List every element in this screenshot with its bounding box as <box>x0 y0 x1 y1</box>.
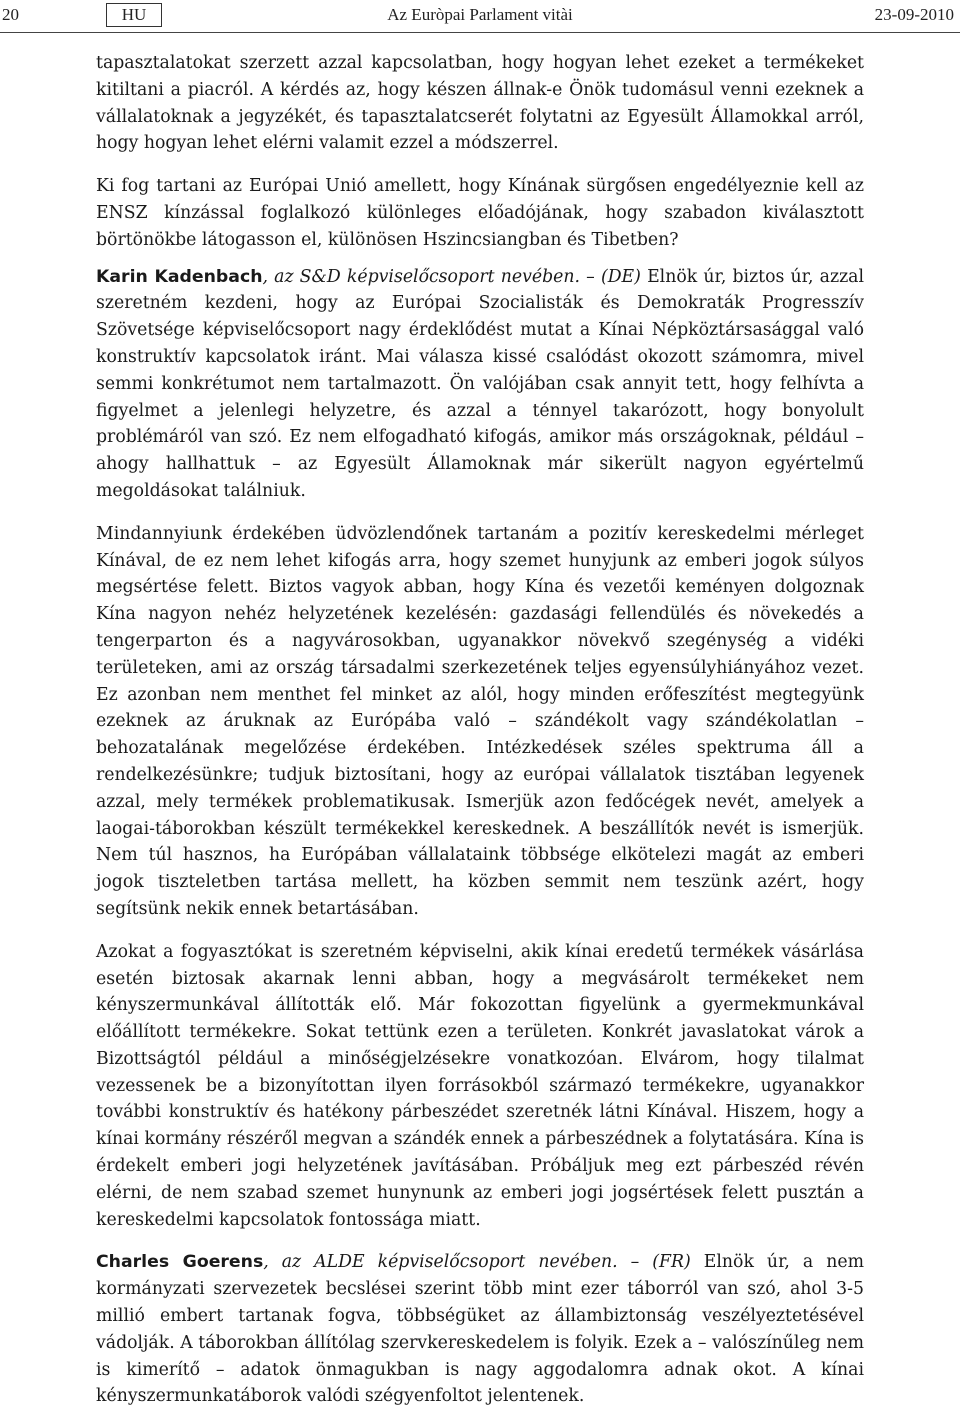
page-header <box>0 0 960 30</box>
paragraph-1: tapasztalatokat szerzett azzal kapcsolatban, hogy hogyan lehet ezeket a termékeket kitiltani a piacról. A kérdés az, hogy készen állnak-e Önök tudomásul venni ezeknek a vállalatoknak a jegyzékét, és tapasztalatcserét folytatni az Egyesült Államokkal arról, hogy hogyan lehet elérni valamit ezzel a módszerrel. <box>96 53 864 154</box>
paragraph-5: Azokat a fogyasztókat is szeretném képviselni, akik kínai eredetű termékek vásárlása esetén biztosak akarnak lenni abban, hogy a megvásárolt termékeket nem kényszermunkával állították elő. Már fokozottan figyelünk a gyermekmunkával előállított termékekre. Sokat tettünk ezen a területen. Konkrét javaslatokat várok a Bizottságtól például a minőségjelzésekre vonatkozóan. Elvárom, hogy tilalmat vezessenek be a bizonyítottan ilyen forrásokból származó termékekre, ugyanakkor további konstruktív és hatékony párbeszédet szeretnék látni Kínával. Hiszem, hogy a kínai kormány részéről megvan a szándék ennek a párbeszédnek a folytatására. Kína is érdekelt emberi jogi helyzetének javításában. Próbáljuk meg ezt párbeszéd révén elérni, de nem szabad szemet hunynunk az emberi jogi jogsértések felett pusztán a kereskedelmi kapcsolatok fontossága miatt. <box>96 941 864 1230</box>
speech-goerens <box>96 1249 864 1410</box>
speech-text: Elnök úr, a nem kormányzati szervezetek becslései szerint több mint ezer táborról van szó, ahol 3-5 millió embert tartanak fogva, többségüket az állambiztonság veszélyeztetésével vádolják. A táborokban állítólag szervkereskedelem is folyik. Ezek a – valószínűleg nem is kimerítő – adatok önmagukban is nagy aggodalomra adnak okot. A kínai kényszermunkatáborok valódi szégyenfoltot jelentenek. <box>96 1252 864 1407</box>
language-badge: HU <box>106 3 162 27</box>
speaker-role: , az ALDE képviselőcsoport nevében. <box>263 1252 618 1273</box>
dash: – <box>580 266 601 287</box>
document-date: 23-09-2010 <box>874 5 954 24</box>
speech-language: (DE) <box>600 266 641 287</box>
speech-kadenbach <box>96 264 864 505</box>
speech-text: Elnök úr, biztos úr, azzal szeretném kezdeni, hogy az Európai Szocialisták és Demokraták Progresszív Szövetsége képviselőcsoport nagy érdeklődést mutat a Kínai Népköztársasággal való konstruktív kapcsolatok iránt. Mai válasza kissé csalódást okozott számomra, mivel semmi konkrétumot nem tartalmazott. Ön valójában csak annyit tett, hogy felhívta a figyelmet a jelenlegi helyzetre, és azzal a ténnyel takarózott, hogy bonyolult problémáról van szó. Ez nem elfogadható kifogás, amikor más országoknak, például – ahogy hallhattuk – az Egyesült Államoknak már sikerült nagyon egyértelmű megoldásokat találniuk. <box>96 266 865 501</box>
paragraph-4: Mindannyiunk érdekében üdvözlendőnek tartanám a pozitív kereskedelmi mérleget Kínával, de ez nem lehet kifogás arra, hogy szemet hunyjunk az emberi jogok súlyos megsértése felett. Biztos vagyok abban, hogy Kína és vezetői keményen dolgoznak Kína nagyon nehéz helyzetének kezelésén: gazdasági fellendülés és növekedés a tengerparton és a nagyvárosokban, ugyanakkor növekvő szegénység a vidéki területeken, ami az ország társadalmi szerkezetének teljes egyensúlyhiányához vezet. Ez azonban nem menthet fel minket az alól, hogy minden erőfeszítést megtegyünk ezeknek az áruknak az Európába való – szándékolt vagy szándékolatlan – behozatalának megelőzése érdekében. Intézkedések széles spektruma áll a rendelkezésünkre; tudjuk biztosítani, hogy az európai vállalatok tisztában legyenek azzal, mely termékek problematikusak. Ismerjük azon fedőcégek nevét, amelyek a laogai-táborokban készült termékekkel kereskednek. A beszállítók nevét is ismerjük. Nem túl hasznos, ha Európában vállalataink többsége elkötelezi magát az emberi jogok tiszteletben tartása mellett, ha közben semmit nem teszünk azért, hogy segítsünk nekik ennek betartásában. <box>96 523 864 919</box>
speaker-name: Charles Goerens <box>96 1252 264 1273</box>
speech-language: (FR) <box>652 1252 691 1273</box>
speaker-role: , az S&D képviselőcsoport nevében. <box>262 266 581 287</box>
document-title: Az Euròpai Parlament vitài <box>387 5 573 24</box>
dash: – <box>617 1252 653 1273</box>
page-number: 20 <box>2 5 19 24</box>
speaker-name: Karin Kadenbach <box>96 266 263 287</box>
document-body <box>96 50 864 1410</box>
paragraph-2: Ki fog tartani az Európai Unió amellett, hogy Kínának sürgősen engedélyeznie kell az ENSZ kínzással foglalkozó különleges előadójának, hogy szabadon kiválasztott börtönökbe látogasson el, különösen Hszincsiangban és Tibetben? <box>96 176 864 250</box>
header-divider <box>0 32 960 33</box>
